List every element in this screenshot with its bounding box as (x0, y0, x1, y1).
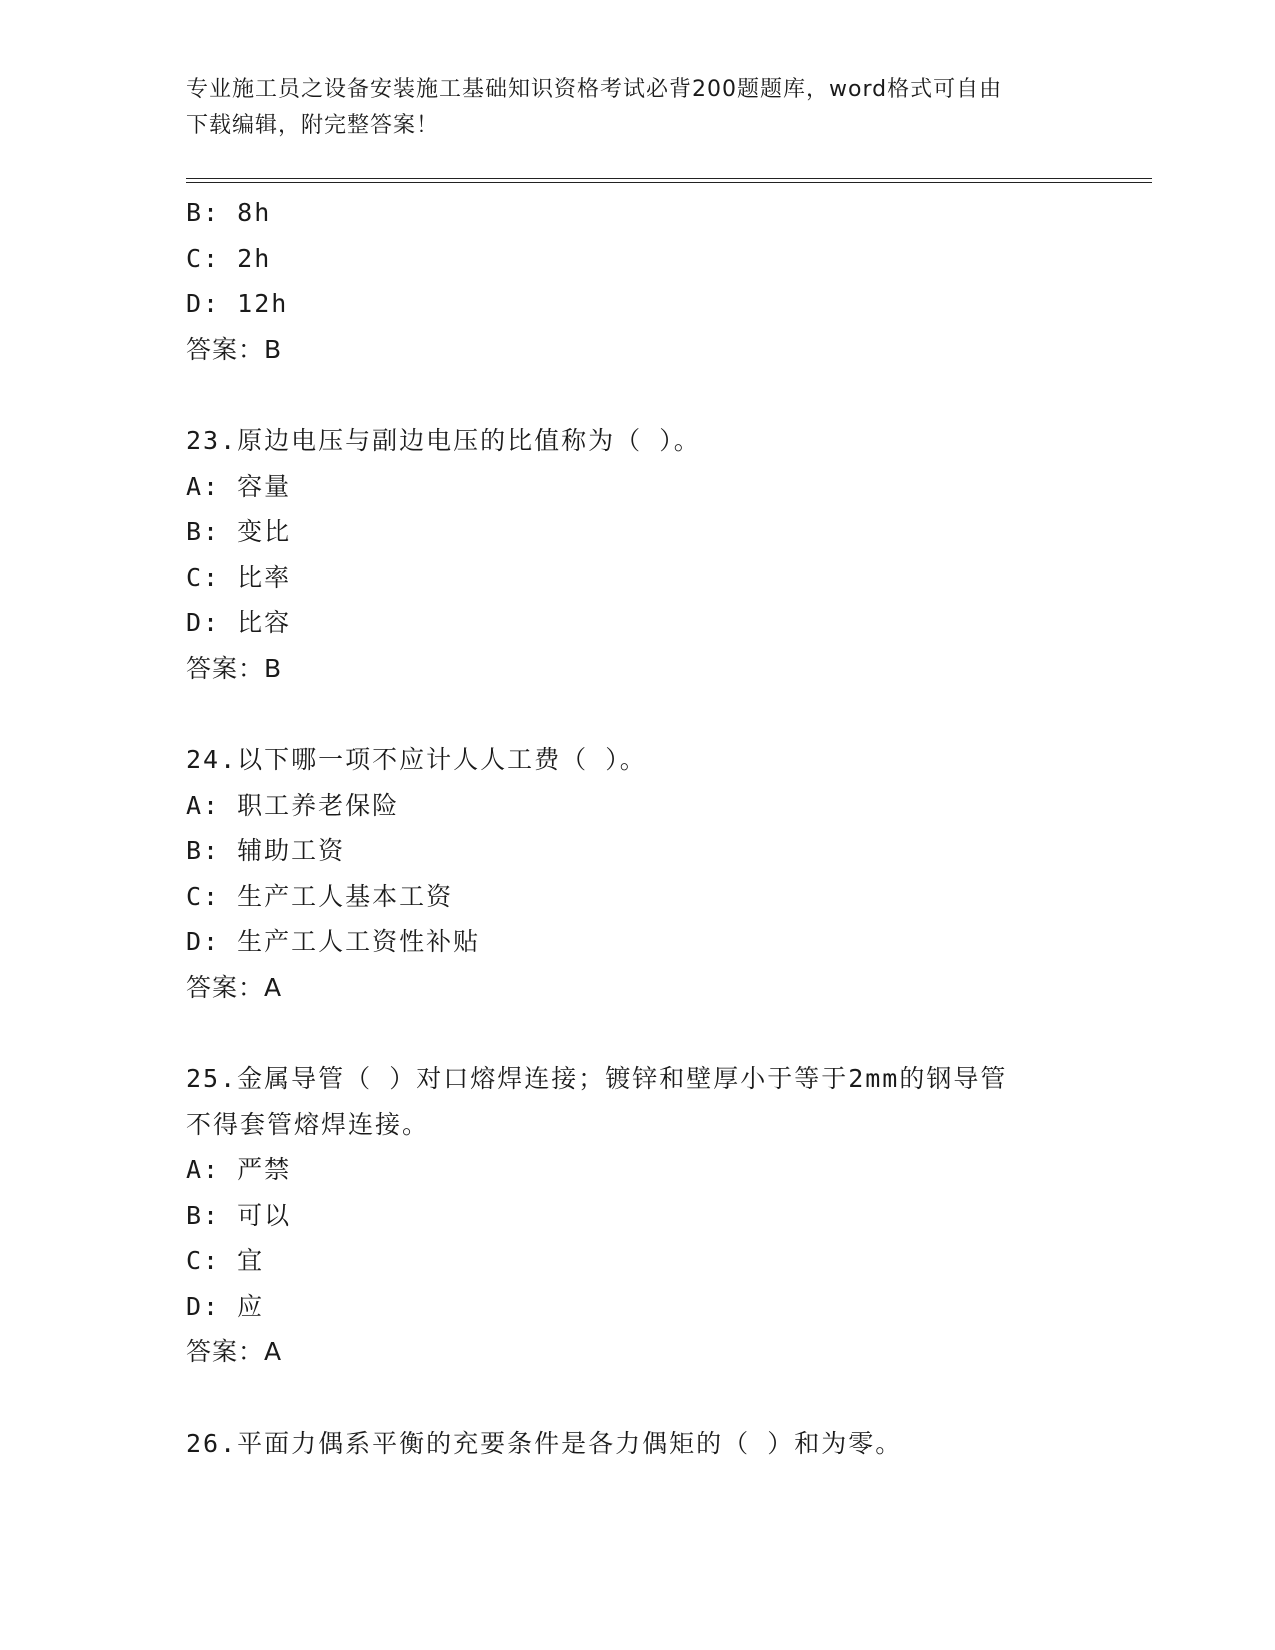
question-stem-line-1: 25.金属导管（ ）对口熔焊连接；镀锌和壁厚小于等于2mm的钢导管 (186, 1064, 1008, 1093)
option-c: C: 2h (186, 243, 272, 273)
question-stem: 26.平面力偶系平衡的充要条件是各力偶矩的（ ）和为零。 (186, 1428, 903, 1458)
option-d: D: 比容 (186, 608, 292, 637)
header-rule-bottom (186, 182, 1152, 183)
document-body (186, 190, 1136, 1466)
option-b: B: 变比 (186, 517, 292, 546)
header-rule-top (186, 178, 1152, 179)
answer-line: 答案：A (186, 1337, 283, 1366)
option-b: B: 可以 (186, 1200, 292, 1230)
question-24 (186, 737, 1136, 1010)
option-c: C: 比率 (186, 562, 292, 592)
question-23 (186, 418, 1136, 691)
question-25 (186, 1056, 1136, 1375)
answer-line: 答案：B (186, 334, 283, 364)
answer-line: 答案：B (186, 653, 283, 683)
option-b: B: 8h (186, 198, 272, 227)
question-stem-line-2: 不得套管熔焊连接。 (186, 1109, 430, 1139)
option-c: C: 宜 (186, 1246, 265, 1275)
option-a: A: 职工养老保险 (186, 790, 400, 820)
question-22-continuation (186, 190, 1136, 372)
question-stem: 23.原边电压与副边电压的比值称为（ ）。 (186, 426, 701, 455)
question-26 (186, 1421, 1136, 1467)
question-stem: 24.以下哪一项不应计人人工费（ ）。 (186, 745, 647, 774)
option-d: D: 生产工人工资性补贴 (186, 927, 481, 956)
option-a: A: 容量 (186, 471, 292, 501)
option-a: A: 严禁 (186, 1155, 292, 1184)
option-c: C: 生产工人基本工资 (186, 881, 454, 911)
option-d: D: 应 (186, 1291, 265, 1321)
header-title-line-2: 下载编辑，附完整答案！ (186, 113, 440, 138)
document-header (186, 72, 1086, 144)
header-title-line-1: 专业施工员之设备安装施工基础知识资格考试必背200题题库，word格式可自由 (186, 77, 1003, 102)
option-d: D: 12h (186, 289, 289, 318)
answer-line: 答案：A (186, 972, 283, 1002)
option-b: B: 辅助工资 (186, 836, 346, 865)
